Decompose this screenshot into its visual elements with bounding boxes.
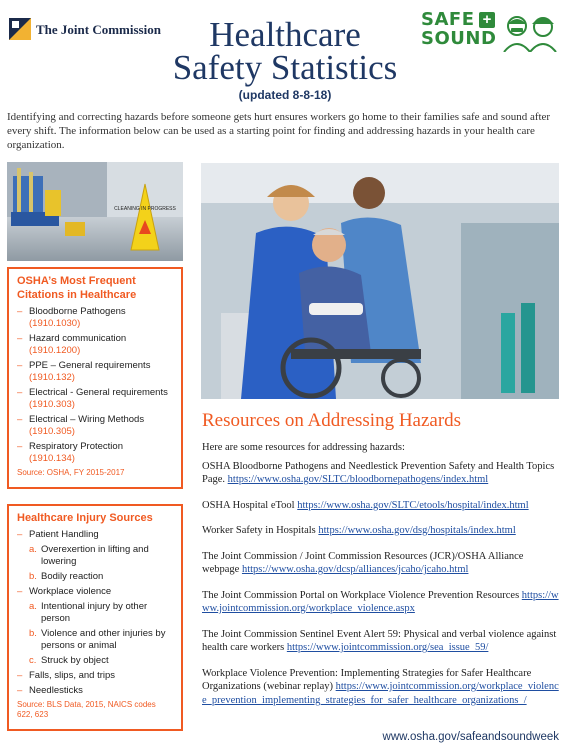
injury-sources-title: Healthcare Injury Sources xyxy=(17,512,153,524)
intro-paragraph: Identifying and correcting hazards before someone gets hurt ensures workers go home to their families safe and sound after every shift. The information below can be used as a starting point for finding and addressing hazards in your health care organization. xyxy=(7,111,551,151)
resource-link[interactable]: https://www.osha.gov/dcsp/alliances/jcaho/jcaho.html xyxy=(241,564,469,575)
injury-sources-box xyxy=(7,504,183,731)
injury-sublist xyxy=(29,601,173,667)
title-line-2: Safety Statistics xyxy=(172,48,398,87)
citation-label: Electrical - General requirements xyxy=(29,387,168,398)
resource-link[interactable]: https://www.osha.gov/dsg/hospitals/index.html xyxy=(318,525,516,536)
sub-letter: b. xyxy=(29,628,37,639)
page-title xyxy=(140,15,430,87)
wet-floor-sign-icon: CLEANING IN PROGRESS xyxy=(114,206,176,212)
sub-text: Violence and other injuries by persons or animal xyxy=(41,628,166,651)
injury-label: Falls, slips, and trips xyxy=(29,670,116,681)
logo-word-safe: SAFE xyxy=(421,9,475,30)
updated-date: (updated 8-8-18) xyxy=(238,88,332,102)
injury-sublist xyxy=(29,544,173,583)
citation-label: Respiratory Protection xyxy=(29,441,123,452)
resources-title: Resources on Addressing Hazards xyxy=(202,410,462,431)
resource-link[interactable]: https://www.jointcommission.org/workplace_violence.aspx xyxy=(202,589,559,614)
sub-letter: a. xyxy=(29,601,37,612)
injury-subitem xyxy=(29,655,173,667)
injury-source: Source: BLS Data, 2015, NAICS codes 622, 623 xyxy=(17,700,156,719)
citation-item xyxy=(17,441,173,465)
injury-sources-list xyxy=(17,529,173,697)
resource-item xyxy=(202,550,560,577)
resource-text: OSHA Hospital eTool xyxy=(202,499,295,511)
injury-item xyxy=(17,685,173,697)
org-name: The Joint Commission xyxy=(36,22,161,37)
cleaning-photo-art xyxy=(7,162,183,261)
sub-letter: a. xyxy=(29,544,37,555)
resource-text: The Joint Commission Sentinel Event Alert 59: Physical and verbal violence against health care workers xyxy=(202,628,557,653)
citations-list xyxy=(17,306,173,465)
sub-text: Overexertion in lifting and lowering xyxy=(41,544,149,567)
citation-item xyxy=(17,333,173,357)
citation-label: Electrical – Wiring Methods xyxy=(29,414,145,425)
injury-subitem xyxy=(29,601,173,625)
resource-text: Worker Safety in Hospitals xyxy=(202,525,316,536)
citations-box xyxy=(7,267,183,489)
injury-label: Workplace violence xyxy=(29,586,112,597)
injury-label: Patient Handling xyxy=(29,529,99,540)
resource-text: Workplace Violence Prevention: Implementing Strategies for Safer Healthcare Organizations (webinar replay) xyxy=(202,667,532,692)
injury-item xyxy=(17,586,173,667)
sub-text: Bodily reaction xyxy=(41,571,104,582)
citation-code: (1910.132) xyxy=(29,372,75,383)
sub-text: Struck by object xyxy=(41,655,109,666)
resource-link[interactable]: https://www.osha.gov/SLTC/etools/hospital/index.html xyxy=(297,499,529,511)
citation-code: (1910.1200) xyxy=(29,345,81,356)
cleaning-photo xyxy=(7,162,183,261)
resources-list xyxy=(202,441,560,712)
resources-intro: Here are some resources for addressing hazards: xyxy=(202,442,405,453)
injury-subitem xyxy=(29,628,173,652)
resource-text: The Joint Commission Portal on Workplace Violence Prevention Resources xyxy=(202,589,520,601)
citation-item xyxy=(17,360,173,384)
citation-label: Bloodborne Pathogens xyxy=(29,306,126,317)
injury-item xyxy=(17,670,173,682)
resource-text: OSHA Bloodborne Pathogens and Needlestick Prevention Safety and Health Topics Page. xyxy=(202,460,555,485)
resource-link[interactable]: https://www.osha.gov/SLTC/bloodbornepathogens/index.html xyxy=(227,474,489,485)
resource-link[interactable]: https://www.jointcommission.org/sea_issue_59/ xyxy=(286,642,489,653)
injury-subitem xyxy=(29,571,173,583)
title-line-1: Healthcare xyxy=(209,15,361,54)
sub-letter: b. xyxy=(29,571,37,582)
citation-label: PPE – General requirements xyxy=(29,360,151,371)
citations-source: Source: OSHA, FY 2015-2017 xyxy=(17,468,125,477)
injury-label: Needlesticks xyxy=(29,685,83,696)
citation-label: Hazard communication xyxy=(29,333,127,344)
resource-item xyxy=(202,589,560,616)
resource-link[interactable]: https://www.jointcommission.org/workplace_violence_prevention_implementing_strategies_for_safer_healthcare_organizations_/ xyxy=(202,681,559,706)
resource-item xyxy=(202,628,560,655)
resource-item xyxy=(202,524,560,538)
resource-item xyxy=(202,667,560,708)
patient-handling-photo xyxy=(201,163,559,399)
citations-title: OSHA’s Most Frequent Citations in Healthcare xyxy=(17,275,137,301)
resource-item xyxy=(202,460,560,487)
resource-text: The Joint Commission / Joint Commission Resources (JCR)/OSHA Alliance webpage xyxy=(202,550,524,575)
sub-letter: c. xyxy=(29,655,37,666)
footer-url[interactable]: www.osha.gov/safeandsoundweek xyxy=(382,731,559,743)
citation-code: (1910.1030) xyxy=(29,318,81,329)
logo-word-sound: SOUND xyxy=(421,28,497,49)
resource-item xyxy=(202,499,560,513)
workers-figures-icon xyxy=(501,12,559,52)
patient-handling-photo-art xyxy=(201,163,559,399)
logo-plus: + xyxy=(479,12,495,28)
injury-item xyxy=(17,529,173,583)
citation-code: (1910.134) xyxy=(29,453,75,464)
joint-commission-logo-icon xyxy=(9,18,31,40)
citation-item xyxy=(17,306,173,330)
citation-item xyxy=(17,387,173,411)
joint-commission-logo xyxy=(9,14,159,54)
sub-text: Intentional injury by other person xyxy=(41,601,148,624)
citation-code: (1910.305) xyxy=(29,426,75,437)
injury-subitem xyxy=(29,544,173,568)
citation-code: (1910.303) xyxy=(29,399,75,410)
citation-item xyxy=(17,414,173,438)
safe-sound-logo xyxy=(421,10,561,58)
